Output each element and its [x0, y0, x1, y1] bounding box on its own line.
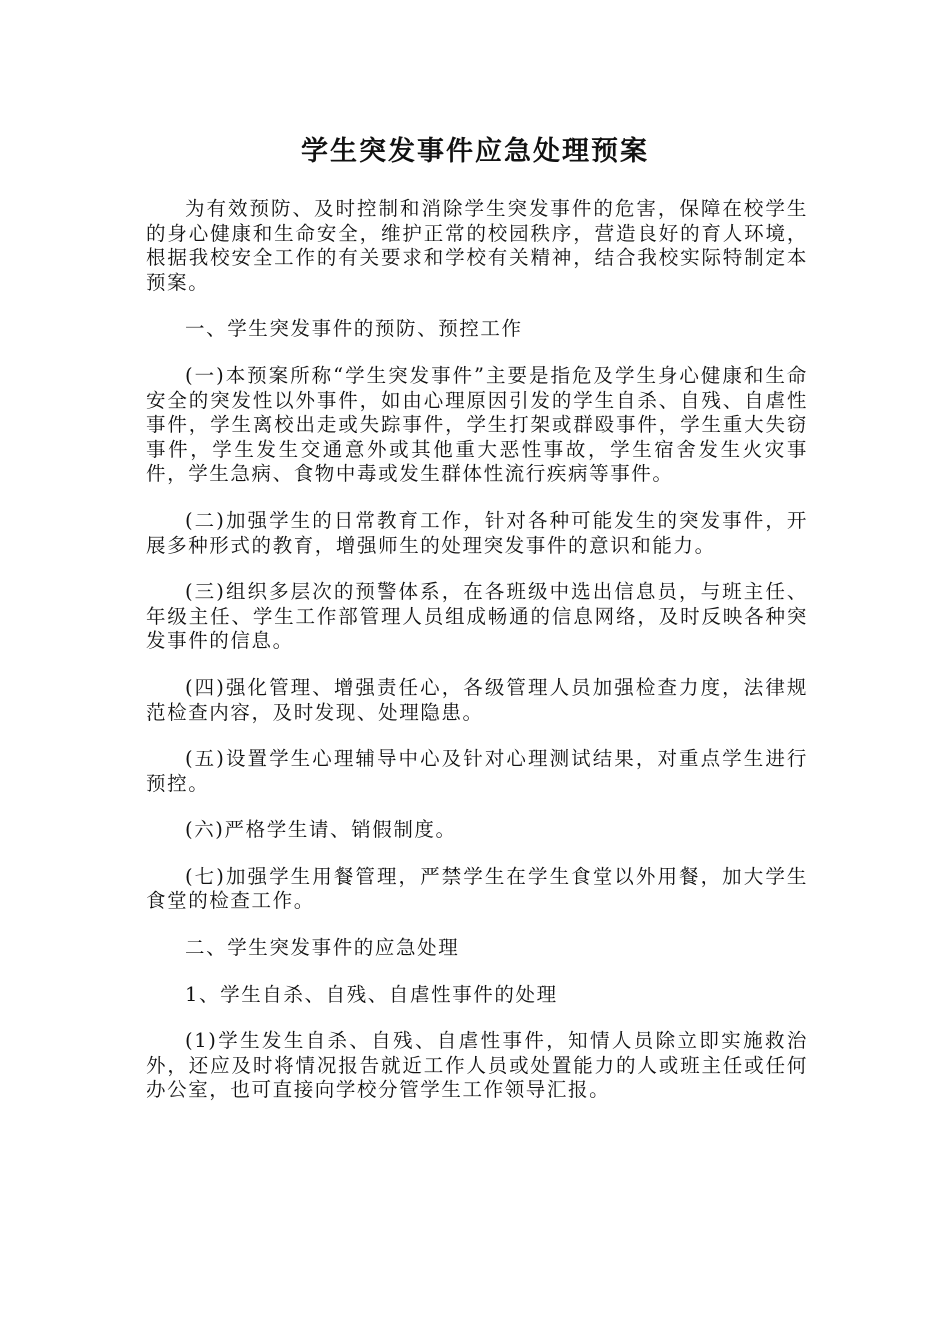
subsection-heading-1: 1、学生自杀、自残、自虐性事件的处理	[185, 982, 558, 1006]
section-heading-1: 一、学生突发事件的预防、预控工作	[185, 317, 523, 341]
clause-3: (三)组织多层次的预警体系，在各班级中选出信息员，与班主任、年级主任、学生工作部管理人员组成畅通的信息网络，及时反映各种突发事件的信息。	[146, 580, 808, 653]
clause-1: (一)本预案所称“学生突发事件”主要是指危及学生身心健康和生命安全的突发性以外事件，如由心理原因引发的学生自杀、自残、自虐性事件，学生离校出走或失踪事件，学生打架或群殴事件，学生重大失窃事件，学生发生交通意外或其他重大恶性事故，学生宿舍发生火灾事件，学生急病、食物中毒或发生群体性流行疾病等事件。	[146, 363, 808, 486]
document-title: 学生突发事件应急处理预案	[301, 136, 649, 167]
clause-2: (二)加强学生的日常教育工作，针对各种可能发生的突发事件，开展多种形式的教育，增强师生的处理突发事件的意识和能力。	[146, 508, 808, 557]
clause-7: (七)加强学生用餐管理，严禁学生在学生食堂以外用餐，加大学生食堂的检查工作。	[146, 864, 808, 913]
clause-4: (四)强化管理、增强责任心，各级管理人员加强检查力度，法律规范检查内容，及时发现、处理隐患。	[146, 675, 808, 724]
clause-6: (六)严格学生请、销假制度。	[185, 818, 457, 842]
clause-5: (五)设置学生心理辅导中心及针对心理测试结果，对重点学生进行预控。	[146, 747, 808, 795]
section-heading-2: 二、学生突发事件的应急处理	[185, 936, 460, 960]
intro-paragraph: 为有效预防、及时控制和消除学生突发事件的危害，保障在校学生的身心健康和生命安全，维护正常的校园秩序，营造良好的育人环境，根据我校安全工作的有关要求和学校有关精神，结合我校实际特制定本预案。	[146, 197, 808, 294]
subclause-1: (1)学生发生自杀、自残、自虐性事件，知情人员除立即实施救治外，还应及时将情况报告就近工作人员或处置能力的人或班主任或任何办公室，也可直接向学校分管学生工作领导汇报。	[146, 1029, 808, 1102]
document-body	[146, 197, 808, 1125]
